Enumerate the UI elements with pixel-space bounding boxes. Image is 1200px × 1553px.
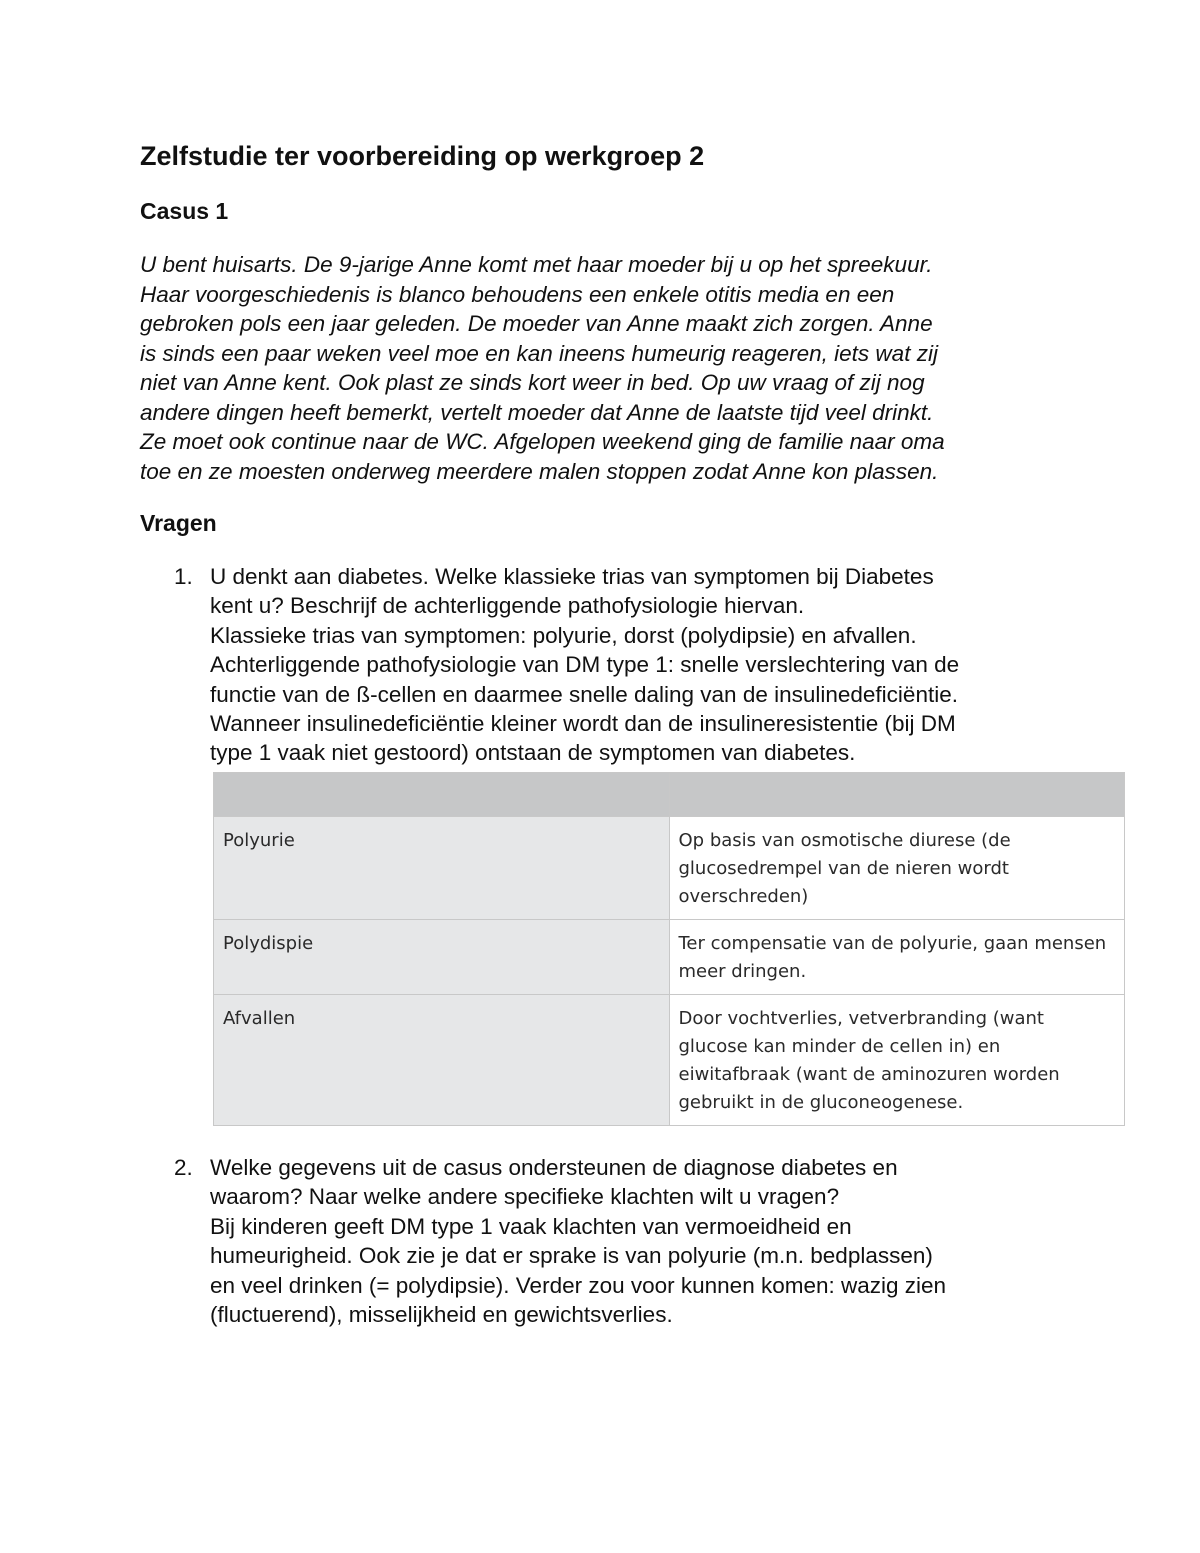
question-number: 2.	[174, 1155, 193, 1180]
symptom-name: Polydispie	[223, 933, 314, 954]
case-line: andere dingen heeft bemerkt, vertelt moeder dat Anne de laatste tijd veel drinkt.	[140, 399, 934, 425]
vragen-heading: Vragen	[140, 510, 217, 536]
question-number: 1.	[174, 564, 193, 589]
case-line: is sinds een paar weken veel moe en kan ineens humeurig reageren, iets wat zij	[140, 340, 938, 366]
case-line: Ze moet ook continue naar de WC. Afgelopen weekend ging de familie naar oma	[140, 429, 945, 454]
symptoms-table	[213, 772, 1125, 1126]
answer-line: (fluctuerend), misselijkheid en gewichtsverlies.	[210, 1302, 673, 1328]
case-line: Haar voorgeschiedenis is blanco behoudens een enkele otitis media en een	[140, 281, 895, 307]
question-line: Welke gegevens uit de casus ondersteunen de diagnose diabetes en	[210, 1155, 898, 1180]
explanation-cell	[669, 817, 1125, 920]
symptom-name: Polyurie	[223, 830, 295, 851]
question-body	[210, 562, 1100, 768]
answer-line: Bij kinderen geeft DM type 1 vaak klachten van vermoeidheid en	[210, 1213, 852, 1239]
table-row	[214, 817, 1125, 920]
explanation-line: eiwitafbraak (want de aminozuren worden	[678, 1064, 1060, 1085]
question-1	[140, 562, 1100, 772]
case-line: gebroken pols een jaar geleden. De moeder van Anne maakt zich zorgen. Anne	[140, 311, 933, 336]
answer-line: type 1 vaak niet gestoord) ontstaan de symptomen van diabetes.	[210, 740, 856, 766]
case-line: niet van Anne kent. Ook plast ze sinds kort weer in bed. Op uw vraag of zij nog	[140, 370, 925, 395]
explanation-line: Op basis van osmotische diurese (de	[678, 830, 1011, 851]
question-line: waarom? Naar welke andere specifieke klachten wilt u vragen?	[210, 1184, 840, 1210]
table-header-cell	[214, 773, 670, 817]
explanation-cell	[669, 995, 1125, 1126]
explanation-line: Ter compensatie van de polyurie, gaan mensen	[678, 933, 1107, 954]
table-row	[214, 920, 1125, 995]
explanation-line: meer dringen.	[678, 961, 807, 982]
explanation-line: gebruikt in de gluconeogenese.	[678, 1092, 964, 1113]
answer-line: Wanneer insulinedeficiëntie kleiner wordt dan de insulineresistentie (bij DM	[210, 711, 956, 737]
symptom-cell	[214, 920, 670, 995]
case-line: U bent huisarts. De 9-jarige Anne komt met haar moeder bij u op het spreekuur.	[140, 252, 933, 277]
question-line: U denkt aan diabetes. Welke klassieke trias van symptomen bij Diabetes	[210, 564, 934, 589]
answer-line: humeurigheid. Ook zie je dat er sprake is van polyurie (m.n. bedplassen)	[210, 1243, 933, 1269]
answer-line: en veel drinken (= polydipsie). Verder zou voor kunnen komen: wazig zien	[210, 1272, 947, 1298]
explanation-line: glucose kan minder de cellen in) en	[678, 1036, 1001, 1057]
explanation-line: glucosedrempel van de nieren wordt	[678, 858, 1009, 879]
question-line: kent u? Beschrijf de achterliggende pathofysiologie hiervan.	[210, 593, 805, 619]
answer-line: functie van de ß-cellen en daarmee snelle daling van de insulinedeficiëntie.	[210, 681, 958, 707]
answer-line: Achterliggende pathofysiologie van DM type 1: snelle verslechtering van de	[210, 652, 960, 678]
question-body	[210, 1153, 1100, 1329]
symptom-cell	[214, 995, 670, 1126]
case-line: toe en ze moesten onderweg meerdere malen stoppen zodat Anne kon plassen.	[140, 458, 939, 484]
question-2	[140, 1153, 1100, 1333]
table-header-cell	[669, 773, 1125, 817]
document-title: Zelfstudie ter voorbereiding op werkgroep 2	[140, 141, 705, 171]
symptom-name: Afvallen	[223, 1008, 296, 1029]
explanation-line: overschreden)	[678, 886, 809, 907]
symptom-cell	[214, 817, 670, 920]
explanation-line: Door vochtverlies, vetverbranding (want	[678, 1008, 1044, 1029]
case-description	[140, 250, 1070, 486]
table-header-row	[214, 773, 1125, 817]
explanation-cell	[669, 920, 1125, 995]
casus-heading: Casus 1	[140, 198, 229, 224]
table-row	[214, 995, 1125, 1126]
answer-line: Klassieke trias van symptomen: polyurie, dorst (polydipsie) en afvallen.	[210, 622, 917, 648]
